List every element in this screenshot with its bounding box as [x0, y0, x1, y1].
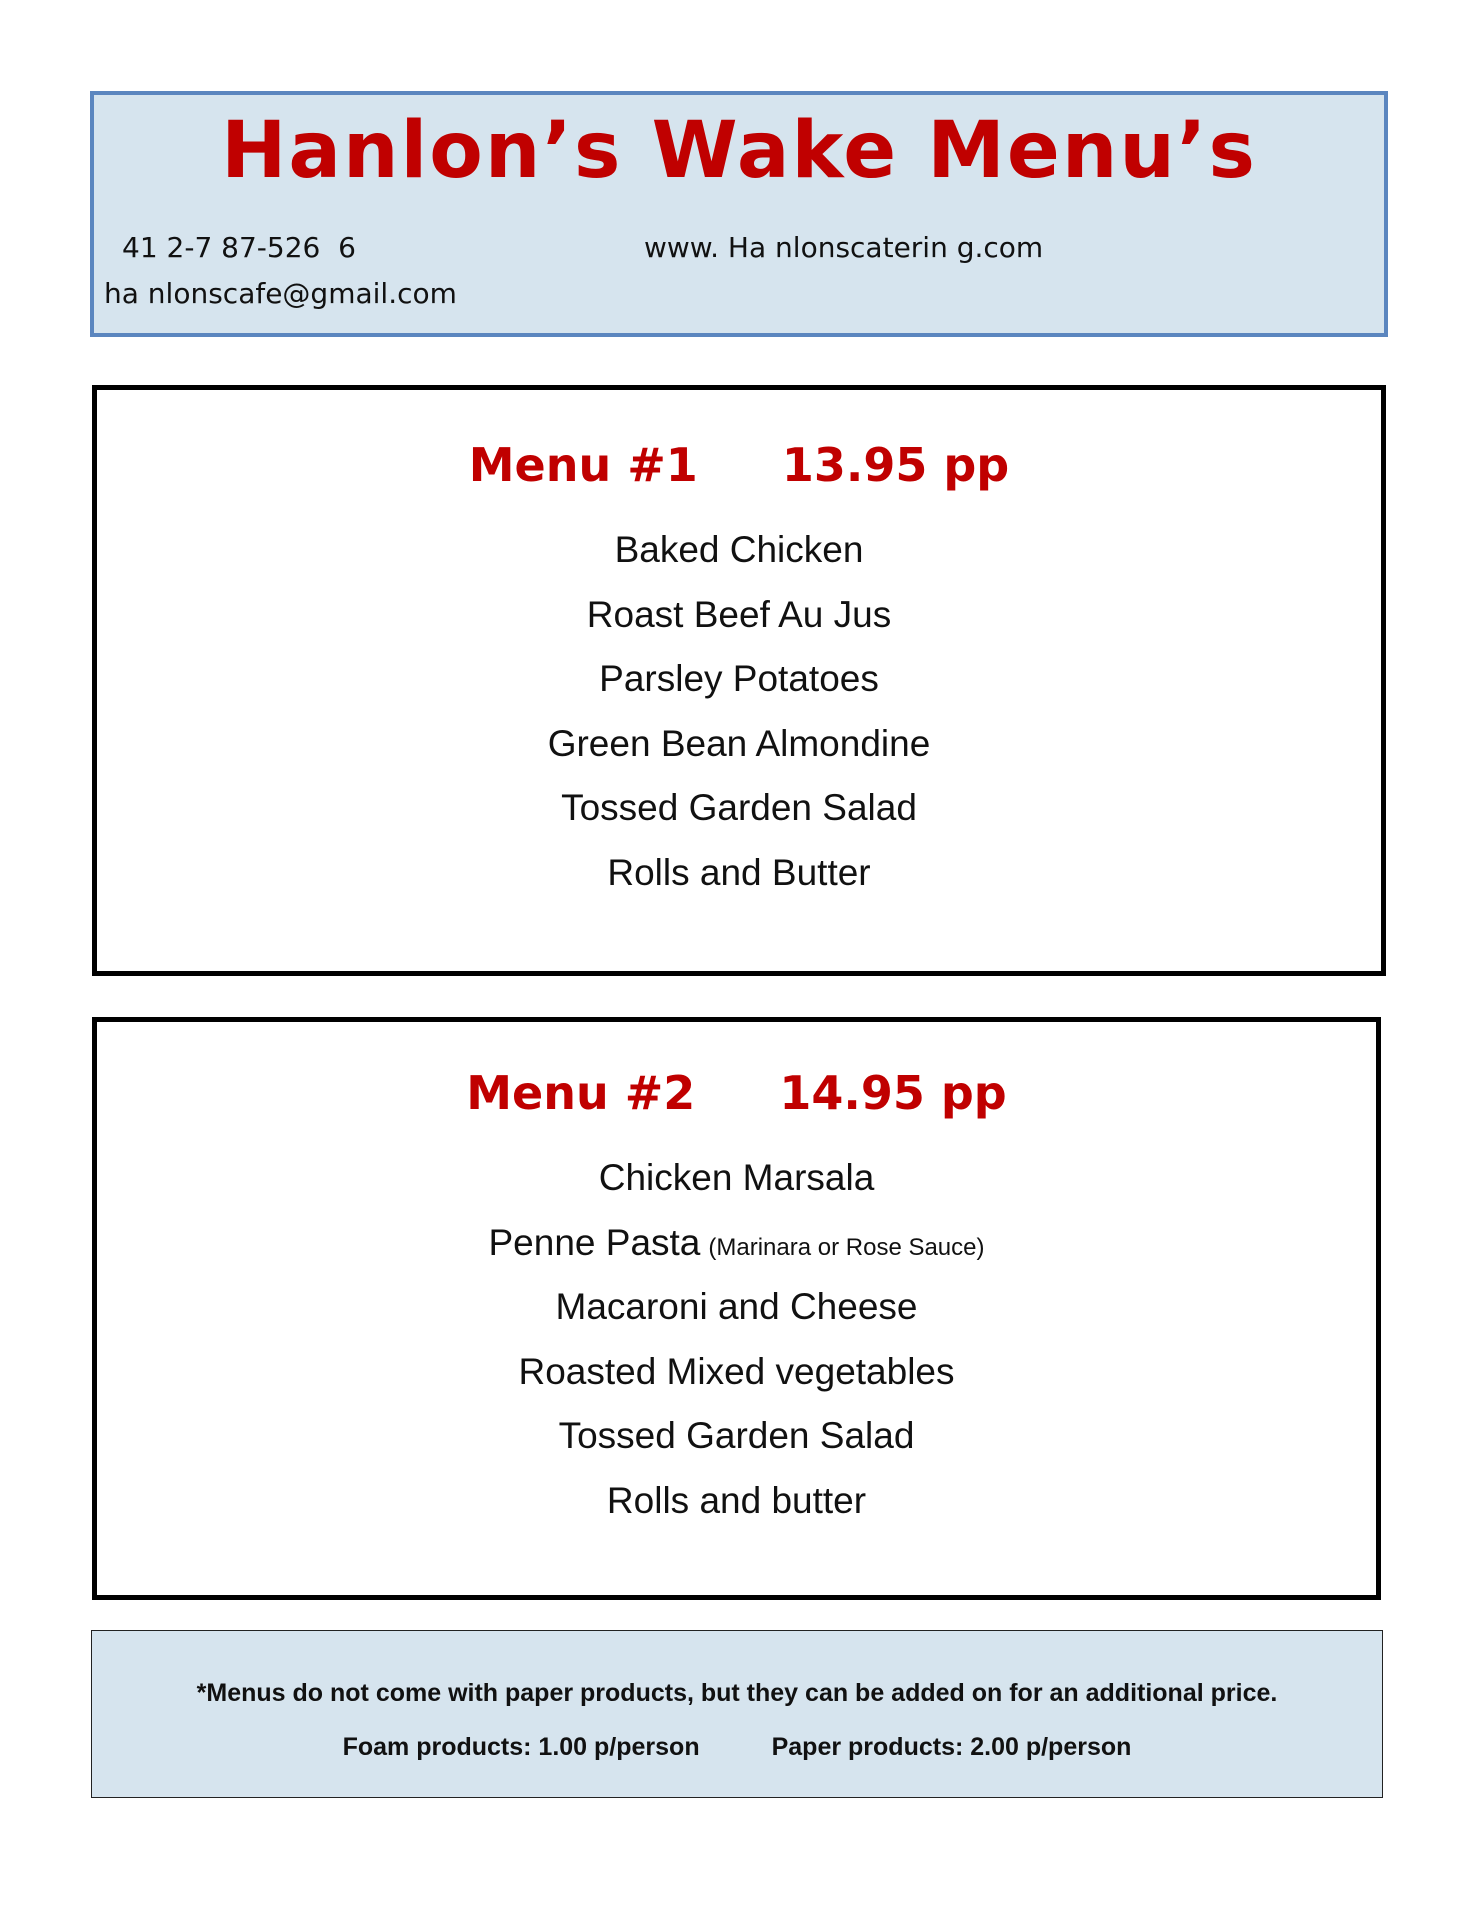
menu-1-items [97, 518, 1381, 905]
paper-products-price: Paper products: 2.00 p/person [771, 1733, 1132, 1761]
menu-item [97, 841, 1381, 906]
menu-item-name: Roast Beef Au Jus [586, 593, 892, 635]
menu-item [97, 712, 1381, 777]
website-link[interactable]: www. Ha nlonscaterin g.com [644, 231, 1044, 264]
menu-item [97, 1340, 1376, 1405]
menu-1-name: Menu #1 [468, 438, 698, 492]
menu-item [97, 583, 1381, 648]
menu-item [97, 776, 1381, 841]
menu-item [97, 1275, 1376, 1340]
menu-item [97, 1211, 1376, 1276]
menu-item-name: Roasted Mixed vegetables [518, 1350, 955, 1392]
footer-box [91, 1630, 1383, 1798]
menu-2-heading [97, 1066, 1376, 1121]
menu-item-name: Penne Pasta [488, 1221, 701, 1263]
menu-item [97, 518, 1381, 583]
menu-item-name: Tossed Garden Salad [558, 1415, 915, 1456]
header-box [90, 91, 1388, 337]
paper-products-note: *Menus do not come with paper products, but they can be added on for an additional price. [196, 1679, 1278, 1707]
menu-item-name: Rolls and butter [606, 1479, 867, 1521]
menu-item-name: Chicken Marsala [598, 1157, 875, 1198]
menu-item-note: (Marinara or Rose Sauce) [708, 1233, 985, 1261]
menu-item-name: Baked Chicken [614, 529, 864, 570]
menu-item-name: Rolls and Butter [607, 851, 871, 893]
menu-item-name: Macaroni and Cheese [555, 1286, 918, 1327]
product-prices [92, 1733, 1382, 1762]
phone-number: 41 2-7 87-526 6 [122, 231, 356, 264]
menu-item [97, 647, 1381, 712]
menu-item [97, 1146, 1376, 1211]
menu-2-name: Menu #2 [466, 1066, 696, 1120]
menu-1-box [92, 385, 1386, 976]
email-link[interactable]: ha nlonscafe@gmail.com [104, 277, 457, 310]
menu-2-items [97, 1146, 1376, 1533]
foam-products-price: Foam products: 1.00 p/person [342, 1733, 700, 1761]
menu-1-heading [97, 438, 1381, 493]
menu-item-name: Green Bean Almondine [547, 722, 931, 764]
menu-item-name: Parsley Potatoes [599, 658, 879, 699]
menu-item [97, 1469, 1376, 1534]
page-title: Hanlon’s Wake Menu’s [221, 106, 1257, 196]
menu-2-box [92, 1017, 1381, 1600]
menu-1-price: 13.95 pp [781, 438, 1010, 492]
menu-item-name: Tossed Garden Salad [561, 787, 917, 828]
menu-2-price: 14.95 pp [779, 1066, 1007, 1120]
menu-item [97, 1404, 1376, 1469]
